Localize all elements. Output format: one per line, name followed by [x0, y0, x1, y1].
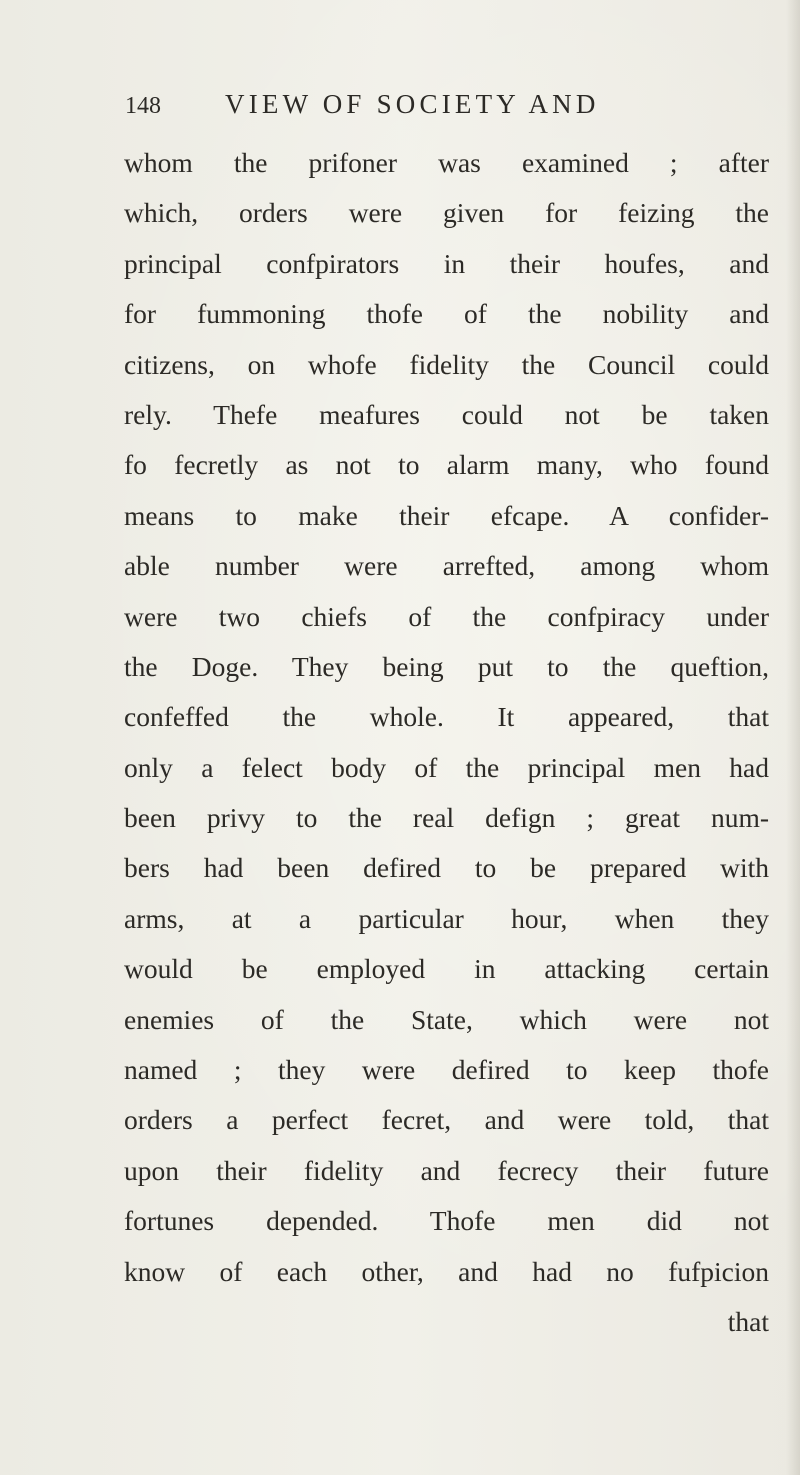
text-line: whom the prifoner was examined ; after	[124, 147, 769, 178]
page-edge-shadow	[786, 0, 800, 1475]
text-line: bers had been defired to be prepared with	[124, 852, 769, 884]
text-line: only a felect body of the principal men had	[124, 751, 769, 783]
text-line: been privy to the real defign ; great num-	[124, 802, 769, 834]
text-line: enemies of the State, which were not	[124, 1003, 769, 1035]
text-line: were two chiefs of the confpiracy under	[124, 600, 769, 632]
text-line: named ; they were defired to keep thofe	[124, 1054, 769, 1086]
text-line: fo fecretly as not to alarm many, who found	[124, 449, 769, 481]
text-line: rely. Thefe meafures could not be taken	[124, 398, 769, 430]
text-line: fortunes depended. Thofe men did not	[124, 1205, 769, 1237]
text-line: means to make their efcape. A confider-	[124, 499, 769, 531]
text-line: know of each other, and had no fufpicion	[124, 1255, 769, 1287]
text-line: able number were arrefted, among whom	[124, 550, 769, 582]
text-line: principal confpirators in their houfes, and	[124, 247, 769, 279]
text-line: the Doge. They being put to the queftion,	[124, 650, 769, 682]
text-line: which, orders were given for feizing the	[124, 197, 769, 229]
text-line: for fummoning thofe of the nobility and	[124, 298, 769, 330]
text-line: orders a perfect fecret, and were told, that	[124, 1104, 769, 1136]
text-line: confeffed the whole. It appeared, that	[124, 701, 769, 733]
running-head	[125, 84, 725, 124]
body-text	[124, 138, 769, 1347]
text-line: upon their fidelity and fecrecy their future	[124, 1154, 769, 1186]
text-line: arms, at a particular hour, when they	[124, 902, 769, 934]
catchword: that	[727, 1305, 769, 1337]
page-number: 148	[125, 93, 161, 119]
running-head-title: VIEW OF SOCIETY AND	[225, 89, 600, 119]
text-line: citizens, on whofe fidelity the Council could	[124, 348, 769, 380]
text-line: would be employed in attacking certain	[124, 953, 769, 985]
